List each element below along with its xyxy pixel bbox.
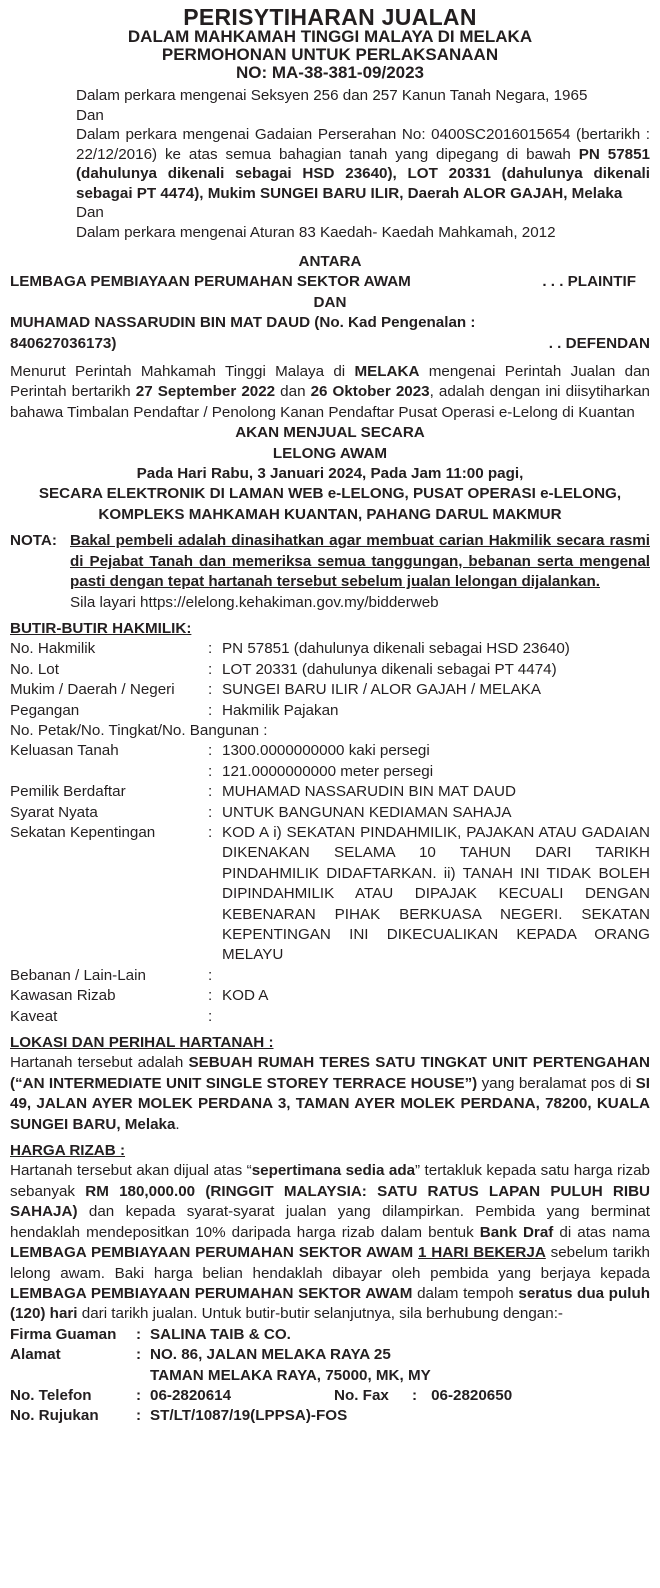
title-detail-label: Syarat Nyata	[10, 803, 98, 821]
firm-address-1: NO. 86, JALAN MELAKA RAYA 25	[150, 1346, 391, 1364]
title-detail-row	[10, 782, 650, 802]
title-detail-row	[10, 762, 650, 782]
reference-row: No. Rujukan : ST/LT/1087/19(LPPSA)-FOS	[10, 1406, 650, 1426]
title-detail-value: 1300.0000000000 kaki persegi	[222, 742, 430, 760]
title-detail-value: SUNGEI BARU ILIR / ALOR GAJAH / MELAKA	[222, 681, 542, 699]
title-detail-row	[10, 1007, 650, 1027]
title-detail-row	[10, 986, 650, 1006]
title-detail-row	[10, 721, 650, 741]
title-detail-row	[10, 639, 650, 659]
location-heading: LOKASI DAN PERIHAL HARTANAH :	[10, 1034, 274, 1052]
fax-number: 06-2820650	[431, 1386, 513, 1404]
parties-section	[10, 252, 650, 354]
title-detail-value: KOD A i) SEKATAN PINDAHMILIK, PAJAKAN ATAU GADAIAN DIKENAKAN SELAMA 10 TAHUN DARI TARIKH PINDAHMILIK DIDAFTARKAN. ii) TANAH INI TIDAK BOLEH DIPINDAHMILIK ATAU DIPAJAK KECUALI DENGAN KEBENARAN PIHAK BERKUASA NEGERI. SEKATAN KEPENTINGAN INI DIKECUALIKAN KEPADA ORANG MELAYU	[222, 823, 650, 964]
title-detail-row	[10, 701, 650, 721]
reserve-text: Hartanah tersebut akan dijual atas “sepertimana sedia ada” tertakluk kepada satu harga rizab sebanyak RM 180,000.00 (RINGGIT MALAYSIA: SATU RATUS LAPAN PULUH RIBU SAHAJA) dan kepada syarat-syarat jualan yang dilampirkan. Pembida yang berminat hendaklah mendepositkan 10% daripada harga rizab dalam bentuk Bank Draf di atas nama LEMBAGA PEMBIAYAAN PERUMAHAN SEKTOR AWAM 1 HARI BEKERJA sebelum tarikh lelong awam. Baki harga belian hendaklah dibayar oleh pembida yang berjaya kepada LEMBAGA PEMBIAYAAN PERUMAHAN SEKTOR AWAM dalam tempoh seratus dua puluh (120) hari dari tarikh jualan. Untuk butir-butir selanjutnya, sila berhubung dengan:-	[10, 1162, 651, 1323]
title-detail-colon: :	[208, 681, 213, 699]
title-detail-value: KOD A	[222, 987, 269, 1005]
nota-section	[10, 531, 650, 613]
address-row: Alamat : NO. 86, JALAN MELAKA RAYA 25	[10, 1345, 650, 1365]
sale-date: Pada Hari Rabu, 3 Januari 2024, Pada Jam 11:00 pagi,	[136, 465, 524, 483]
plaintiff-row	[10, 272, 650, 292]
between-label: ANTARA	[298, 253, 362, 270]
reserve-heading: HARGA RIZAB :	[10, 1142, 126, 1160]
title-detail-colon: :	[208, 1007, 213, 1025]
title-detail-value	[222, 966, 650, 986]
title-detail-colon: :	[208, 660, 213, 678]
matter-statute: Dalam perkara mengenai Seksyen 256 dan 257 Kanun Tanah Negara, 1965	[76, 87, 588, 104]
plaintiff-name: LEMBAGA PEMBIAYAAN PERUMAHAN SEKTOR AWAM	[10, 273, 411, 291]
title-detail-label: Keluasan Tanah	[10, 742, 119, 760]
title-detail-label: Mukim / Daerah / Negeri	[10, 681, 175, 699]
matters-section	[10, 86, 650, 242]
title-detail-colon: :	[208, 783, 213, 801]
defendant-role: . . DEFENDAN	[548, 334, 650, 352]
court-name: DALAM MAHKAMAH TINGGI MALAYA DI MELAKA	[127, 27, 533, 46]
title-detail-colon: :	[208, 701, 213, 719]
matter-and-1: Dan	[76, 106, 104, 124]
title-detail-row	[10, 803, 650, 823]
title-detail-row	[10, 741, 650, 761]
property-address: SI 49, JALAN AYER MOLEK PERDANA 3, TAMAN AYER MOLEK PERDANA, 78200, KUALA SUNGEI BARU, Melaka	[10, 1074, 651, 1133]
order-paragraph: Menurut Perintah Mahkamah Tinggi Malaya di MELAKA mengenai Perintah Jualan dan Perintah bertarikh 27 September 2022 dan 26 Oktober 2023, adalah dengan ini diisytiharkan bahawa Timbalan Pendaftar / Penolong Kanan Pendaftar Pusat Operasi e-Lelong di Kuantan	[10, 363, 650, 421]
nota-label: NOTA:	[10, 532, 57, 550]
case-number: NO: MA-38-381-09/2023	[235, 63, 425, 82]
defendant-name: MUHAMAD NASSARUDIN BIN MAT DAUD (No. Kad Pengenalan :	[10, 314, 476, 332]
sale-announcement: AKAN MENJUAL SECARA LELONG AWAM Pada Hari Rabu, 3 Januari 2024, Pada Jam 11:00 pagi, SECARA ELEKTRONIK DI LAMAN WEB e-LELONG, PUSAT OPERASI e-LELONG, KOMPLEKS MAHKAMAH KUANTAN, PAHANG DARUL MAKMUR	[10, 423, 650, 525]
title-detail-value	[222, 1007, 650, 1027]
title-detail-value: 121.0000000000 meter persegi	[222, 762, 434, 780]
title-detail-colon: :	[208, 762, 213, 780]
contact-table	[10, 1325, 650, 1427]
title-details-table	[10, 639, 650, 1027]
title-detail-value: Hakmilik Pajakan	[222, 701, 339, 719]
title-detail-colon: :	[208, 640, 213, 658]
sale-venue: SECARA ELEKTRONIK DI LAMAN WEB e-LELONG, PUSAT OPERASI e-LELONG,	[38, 485, 622, 503]
and-label: DAN	[313, 293, 347, 311]
title-detail-value: LOT 20331 (dahulunya dikenali sebagai PT 4474)	[222, 660, 557, 678]
title-detail-colon: :	[208, 987, 213, 1005]
title-detail-label: Kawasan Rizab	[10, 987, 116, 1005]
title-detail-label: Kaveat	[10, 1007, 58, 1025]
title-detail-row	[10, 823, 650, 966]
firm-address-2: TAMAN MELAKA RAYA, 75000, MK, MY	[150, 1366, 431, 1384]
title-detail-colon: :	[208, 966, 213, 984]
location-section	[10, 1033, 650, 1135]
reference-number: ST/LT/1087/19(LPPSA)-FOS	[150, 1407, 348, 1425]
application-type: PERMOHONAN UNTUK PERLAKSANAAN	[161, 45, 499, 64]
location-text: Hartanah tersebut adalah SEBUAH RUMAH TERES SATU TINGKAT UNIT PERTENGAHAN (“AN INTERMEDIATE UNIT SINGLE STOREY TERRACE HOUSE”) yang beralamat pos di SI 49, JALAN AYER MOLEK PERDANA 3, TAMAN AYER MOLEK PERDANA, 78200, KUALA SUNGEI BARU, Melaka.	[10, 1054, 651, 1133]
title-detail-value: MUHAMAD NASSARUDIN BIN MAT DAUD	[222, 783, 516, 801]
title-detail-label: Pemilik Berdaftar	[10, 783, 126, 801]
title-detail-value: UNTUK BANGUNAN KEDIAMAN SAHAJA	[222, 803, 512, 821]
title-details-section	[10, 619, 650, 1027]
title-details-heading: BUTIR-BUTIR HAKMILIK:	[10, 619, 192, 637]
phone-number: 06-2820614	[150, 1386, 232, 1404]
defendant-ic: 840627036173)	[10, 334, 117, 352]
title-detail-label: Sekatan Kepentingan	[10, 823, 156, 841]
title-detail-row	[10, 660, 650, 680]
title-detail-value: PN 57851 (dahulunya dikenali sebagai HSD 23640)	[222, 640, 570, 658]
matter-rules: Dalam perkara mengenai Aturan 83 Kaedah- Kaedah Mahkamah, 2012	[76, 223, 556, 241]
plaintiff-role: . . . PLAINTIF	[542, 273, 636, 291]
firm-row: Firma Guaman : SALINA TAIB & CO.	[10, 1325, 650, 1345]
reserve-price: RM 180,000.00 (RINGGIT MALAYSIA: SATU RATUS LAPAN PULUH RIBU SAHAJA)	[10, 1182, 651, 1221]
title-detail-label: Bebanan / Lain-Lain	[10, 966, 146, 984]
law-firm: SALINA TAIB & CO.	[150, 1325, 291, 1343]
defendant-row	[10, 334, 650, 354]
nota-text: Bakal pembeli adalah dinasihatkan agar membuat carian Hakmilik secara rasmi di Pejabat Tanah dan memeriksa semua tanggungan, bebanan serta mengenal pasti dengan tepat hartanah tersebut sebelum jualan lelongan dijalankan.	[70, 532, 650, 591]
title-detail-label: No. Lot	[10, 660, 59, 678]
phone-row: No. Telefon : 06-2820614 No. Fax : 06-2820650	[10, 1386, 650, 1406]
matter-and-2: Dan	[76, 204, 104, 221]
title-detail-colon: :	[208, 742, 213, 760]
matter-charge: Dalam perkara mengenai Gadaian Perserahan No: 0400SC2016015654 (bertarikh : 22/12/2016) ke atas semua bahagian tanah yang dipegang di bawah PN 57851 (dahulunya dikenali sebagai HSD 23640), LOT 20331 (dahulunya dikenali sebagai PT 4474), Mukim SUNGEI BARU ILIR, Daerah ALOR GAJAH, Melaka	[76, 126, 650, 202]
title-description: PN 57851 (dahulunya dikenali sebagai HSD 23640), LOT 20331 (dahulunya dikenali sebagai PT 4474), Mukim SUNGEI BARU ILIR, Daerah ALOR GAJAH, Melaka	[76, 145, 650, 202]
bidder-link[interactable]: Sila layari https://elelong.kehakiman.gov.my/bidderweb	[70, 593, 439, 611]
title-detail-label: No. Petak/No. Tingkat/No. Bangunan :	[10, 721, 268, 739]
title-detail-row	[10, 966, 650, 986]
title-detail-label	[10, 762, 208, 782]
title-detail-colon: :	[208, 803, 213, 821]
title-detail-row	[10, 680, 650, 700]
title-detail-colon: :	[208, 823, 213, 841]
title-detail-label: Pegangan	[10, 701, 80, 719]
title-detail-label: No. Hakmilik	[10, 640, 96, 658]
reserve-section	[10, 1141, 650, 1325]
document-title: PERISYTIHARAN JUALAN	[183, 4, 477, 30]
